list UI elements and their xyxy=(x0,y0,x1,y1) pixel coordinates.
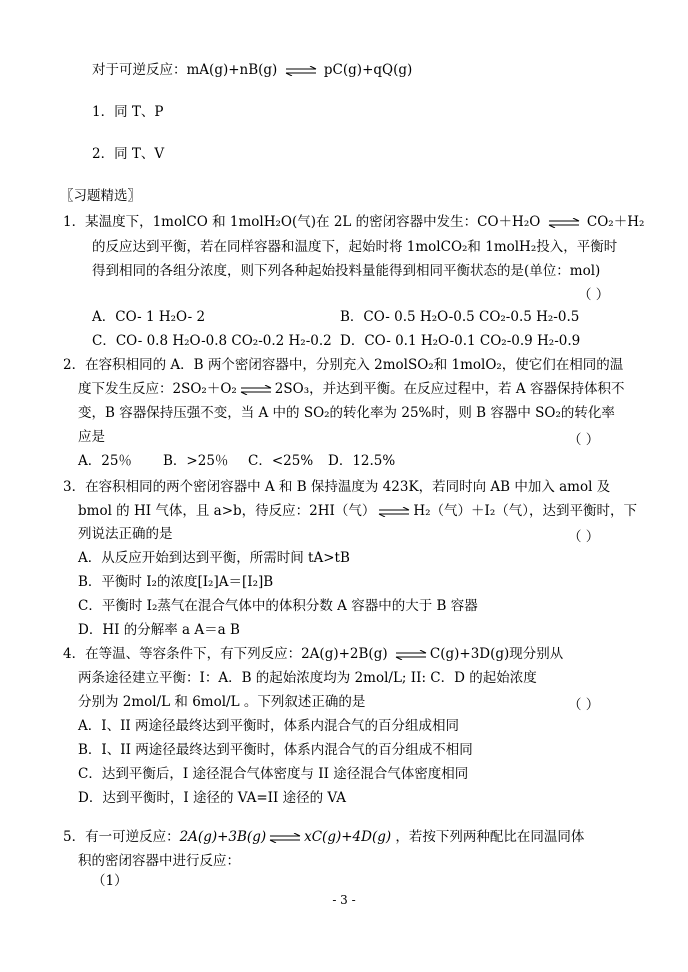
q4-line-1 xyxy=(63,645,563,663)
intro-text-right: pC(g)+qQ(g) xyxy=(319,62,413,78)
q5-l1-a: 5．有一可逆反应： xyxy=(63,829,180,845)
equilibrium-arrow-icon xyxy=(284,66,318,76)
q1-line-3: 得到相同的各组分浓度，则下列各种起始投料量能得到相同平衡状态的是(单位：mol) xyxy=(92,263,601,279)
q3-option-c: C．平衡时 I₂蒸气在混合气体中的体积分数 A 容器中的大于 B 容器 xyxy=(78,598,478,614)
q1-answer-paren[interactable]: （ ） xyxy=(578,287,610,303)
intro-text-left: 对于可逆反应：mA(g)+nB(g) xyxy=(92,62,282,78)
q3-answer-paren[interactable]: （ ） xyxy=(568,529,600,545)
equilibrium-arrow-icon xyxy=(268,833,302,843)
q1-option-a: A．CO- 1 H₂O- 2 xyxy=(92,309,206,325)
condition-1: 1．同 T、P xyxy=(92,104,164,120)
q4-l1-a: 4．在等温、等容条件下，有下列反应：2A(g)+2B(g) xyxy=(63,646,392,662)
q5-line-1 xyxy=(63,828,584,846)
q2-answer-paren[interactable]: （ ） xyxy=(568,432,600,448)
equilibrium-arrow-icon xyxy=(394,650,428,660)
condition-2: 2．同 T、V xyxy=(92,146,165,162)
q1-l1-products: CO₂＋H₂ xyxy=(582,214,645,230)
page-number: - 3 - xyxy=(332,893,356,907)
q4-l1-b: C(g)+3D(g)现分别从 xyxy=(429,646,564,662)
q1-l1-text: 1．某温度下，1molCO 和 1molH₂O(气)在 2L 的密闭容器中发生：CO＋H₂O xyxy=(63,214,545,230)
q4-option-d: D．达到平衡时，I 途径的 VA=II 途径的 VA xyxy=(78,790,346,806)
q2-line-3: 变，B 容器保持压强不变，当 A 中的 SO₂的转化率为 25%时，则 B 容器中 SO₂的转化率 xyxy=(78,405,615,421)
equilibrium-arrow-icon xyxy=(547,218,581,228)
q1-option-b: B．CO- 0.5 H₂O-0.5 CO₂-0.5 H₂-0.5 xyxy=(340,309,580,325)
q4-option-b: B．I、II 两途径最终达到平衡时，体系内混合气的百分组成不相同 xyxy=(78,742,473,758)
q5-subitem-1: （1） xyxy=(92,873,128,889)
q3-option-b: B．平衡时 I₂的浓度[I₂]A＝[I₂]B xyxy=(78,574,274,590)
q3-l2-b: H₂（气）＋I₂（气），达到平衡时，下 xyxy=(413,503,638,519)
q2-option-a: A．25％ xyxy=(78,453,132,469)
q3-line-1: 3．在容积相同的两个密闭容器中 A 和 B 保持温度为 423K，若同时向 AB 中加入 amol 及 xyxy=(63,479,611,495)
q2-line-1: 2．在容积相同的 A．B 两个密闭容器中，分别充入 2molSO₂和 1molO₂，使它们在相同的温 xyxy=(63,357,624,373)
q5-l1-b: ，若按下列两种配比在同温同体 xyxy=(391,829,585,845)
q2-l2-a: 度下发生反应：2SO₂＋O₂ xyxy=(78,381,237,397)
q1-option-d: D．CO- 0.1 H₂O-0.1 CO₂-0.9 H₂-0.9 xyxy=(340,333,581,349)
intro-line xyxy=(92,61,412,79)
q3-line-2 xyxy=(78,502,637,520)
q1-option-c: C．CO- 0.8 H₂O-0.8 CO₂-0.2 H₂-0.2 xyxy=(92,333,332,349)
q3-line-3: 列说法正确的是 xyxy=(78,526,173,542)
equilibrium-arrow-icon xyxy=(377,507,411,517)
q5-line-2: 积的密闭容器中进行反应： xyxy=(78,853,240,869)
q2-option-d: D．12.5% xyxy=(328,453,396,469)
q5-products: xC(g)+4D(g) xyxy=(304,829,392,845)
q2-option-c: C．<25% xyxy=(248,453,314,469)
q3-option-d: D．HI 的分解率 a A＝a B xyxy=(78,622,240,638)
q1-line-2: 的反应达到平衡，若在同样容器和温度下，起始时将 1molCO₂和 1molH₂投入，平衡时 xyxy=(92,239,618,255)
q2-options xyxy=(78,452,395,470)
q4-line-3: 分别为 2mol/L 和 6mol/L 。下列叙述正确的是 xyxy=(78,694,366,710)
q3-option-a: A．从反应开始到达到平衡，所需时间 tA>tB xyxy=(78,550,350,566)
q2-option-b: B．>25％ xyxy=(163,453,229,469)
q4-option-c: C．达到平衡后，I 途径混合气体密度与 II 途径混合气体密度相同 xyxy=(78,766,469,782)
q2-l2-b: 2SO₃，并达到平衡。在反应过程中，若 A 容器保持体积不 xyxy=(274,381,625,397)
equilibrium-arrow-icon xyxy=(239,385,273,395)
q2-line-2 xyxy=(78,380,624,398)
q1-line-1 xyxy=(63,213,644,231)
q5-reactants: 2A(g)+3B(g) xyxy=(179,829,267,845)
q2-line-4: 应是 xyxy=(78,429,105,445)
q4-answer-paren[interactable]: （ ） xyxy=(568,697,600,713)
q4-line-2: 两条途径建立平衡：I：A．B 的起始浓度均为 2mol/L; II: C．D 的起始浓度 xyxy=(78,670,537,686)
q3-l2-a: bmol 的 HI 气体，且 a>b，待反应：2HI（气） xyxy=(78,503,376,519)
q4-option-a: A．I、II 两途径最终达到平衡时，体系内混合气的百分组成相同 xyxy=(78,718,460,734)
section-heading: 〖习题精选〗 xyxy=(60,188,141,204)
